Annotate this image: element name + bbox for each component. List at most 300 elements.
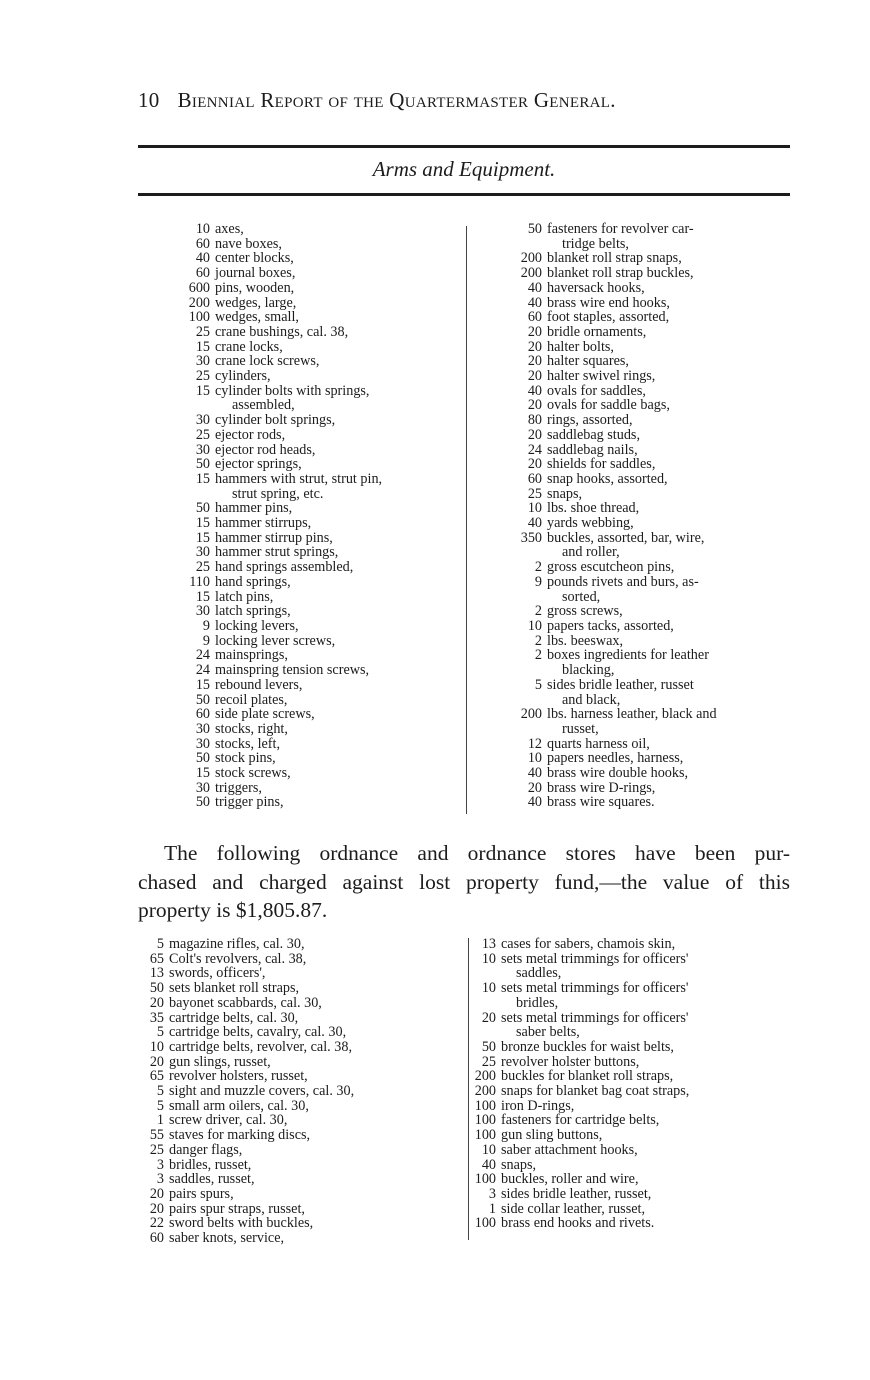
item-description: sight and muzzle covers, cal. 30, xyxy=(169,1083,355,1100)
item-quantity: 100 xyxy=(474,1215,496,1232)
item-description: swords, officers', xyxy=(169,965,266,982)
item-description: saber knots, service, xyxy=(169,1230,285,1247)
item-quantity: 5 xyxy=(156,936,164,952)
item-quantity: 20 xyxy=(149,1053,164,1070)
list-item xyxy=(496,501,796,516)
item-description: pins, wooden, xyxy=(215,279,295,296)
list-item xyxy=(496,560,796,575)
purchase-paragraph xyxy=(138,839,790,925)
list-item xyxy=(496,354,796,369)
section-rule xyxy=(138,193,790,196)
item-quantity: 2 xyxy=(534,647,542,664)
list-item xyxy=(170,310,465,325)
item-quantity: 9 xyxy=(202,632,210,649)
item-description: cylinders, xyxy=(215,368,271,385)
item-quantity: 9 xyxy=(202,617,210,634)
item-description: wedges, large, xyxy=(215,294,297,311)
item-description: triggers, xyxy=(215,779,262,796)
item-description: stock pins, xyxy=(215,750,276,767)
list-item xyxy=(466,1011,794,1026)
list-item xyxy=(466,1084,794,1099)
item-quantity: 25 xyxy=(149,1141,164,1158)
item-description: side collar leather, russet, xyxy=(501,1200,646,1217)
item-description: crane lock screws, xyxy=(215,353,320,370)
list-item xyxy=(496,413,796,428)
parts-list-right xyxy=(496,222,796,810)
list-item xyxy=(466,1040,794,1055)
item-quantity: 24 xyxy=(527,441,542,458)
item-quantity: 40 xyxy=(195,250,210,267)
item-quantity: 40 xyxy=(481,1156,496,1173)
item-quantity: 200 xyxy=(520,265,542,282)
list-item xyxy=(170,472,465,487)
item-quantity: 15 xyxy=(195,470,210,487)
item-quantity: 15 xyxy=(195,338,210,355)
list-item xyxy=(170,443,465,458)
list-item xyxy=(496,457,796,472)
item-quantity: 30 xyxy=(195,779,210,796)
list-item xyxy=(170,296,465,311)
item-description: blanket roll strap buckles, xyxy=(547,265,694,282)
item-description: bridles, russet, xyxy=(169,1156,252,1173)
list-item xyxy=(496,707,796,722)
item-description: hammer stirrup pins, xyxy=(215,529,333,546)
item-description: buckles, roller and wire, xyxy=(501,1171,639,1188)
list-item xyxy=(496,296,796,311)
item-description: nave boxes, xyxy=(215,235,282,252)
item-description: pairs spurs, xyxy=(169,1185,234,1202)
item-description: hammer strut springs, xyxy=(215,544,339,561)
item-quantity: 5 xyxy=(534,676,542,693)
item-quantity: 40 xyxy=(527,279,542,296)
item-continuation: assembled, xyxy=(232,397,295,414)
item-description: pounds rivets and burs, as- xyxy=(547,573,699,590)
item-description: stock screws, xyxy=(215,765,291,782)
item-description: brass end hooks and rivets. xyxy=(501,1215,655,1232)
item-quantity: 10 xyxy=(527,617,542,634)
list-item xyxy=(466,1113,794,1128)
item-description: gross screws, xyxy=(547,603,623,620)
item-quantity: 20 xyxy=(527,353,542,370)
list-item xyxy=(170,545,465,560)
item-description: lbs. beeswax, xyxy=(547,632,624,649)
item-description: brass wire D-rings, xyxy=(547,779,656,796)
item-description: hammers with strut, strut pin, xyxy=(215,470,383,487)
item-description: locking levers, xyxy=(215,617,299,634)
item-quantity: 200 xyxy=(520,706,542,723)
list-item xyxy=(466,1172,794,1187)
item-quantity: 3 xyxy=(488,1185,496,1202)
list-item xyxy=(170,354,465,369)
item-quantity: 10 xyxy=(527,500,542,517)
list-item xyxy=(140,1025,462,1040)
list-item xyxy=(496,281,796,296)
item-quantity: 20 xyxy=(527,338,542,355)
list-item xyxy=(466,937,794,952)
item-description: latch pins, xyxy=(215,588,274,605)
item-quantity: 40 xyxy=(527,382,542,399)
item-description: trigger pins, xyxy=(215,794,284,811)
list-item xyxy=(170,590,465,605)
list-item xyxy=(140,1069,462,1084)
item-description: pairs spur straps, russet, xyxy=(169,1200,305,1217)
item-description: hammer pins, xyxy=(215,500,293,517)
item-description: mainsprings, xyxy=(215,647,288,664)
item-description: blanket roll strap snaps, xyxy=(547,250,682,267)
item-description: stocks, right, xyxy=(215,720,288,737)
item-quantity: 80 xyxy=(527,412,542,429)
item-description: ovals for saddles, xyxy=(547,382,646,399)
item-quantity: 50 xyxy=(527,221,542,237)
item-description: snap hooks, assorted, xyxy=(547,470,668,487)
item-quantity: 50 xyxy=(195,750,210,767)
item-description: foot staples, assorted, xyxy=(547,309,670,326)
item-continuation: saddles, xyxy=(516,965,562,982)
item-description: iron D-rings, xyxy=(501,1097,575,1114)
item-quantity: 10 xyxy=(149,1038,164,1055)
item-quantity: 65 xyxy=(149,950,164,967)
list-item xyxy=(170,384,465,399)
list-item xyxy=(170,501,465,516)
list-item xyxy=(496,766,796,781)
item-quantity: 60 xyxy=(195,235,210,252)
item-quantity: 60 xyxy=(527,309,542,326)
list-item xyxy=(170,619,465,634)
list-item xyxy=(170,634,465,649)
list-item xyxy=(496,575,796,590)
item-continuation: tridge belts, xyxy=(562,235,629,252)
list-item xyxy=(170,428,465,443)
section-heading: Arms and Equipment. xyxy=(372,157,556,181)
item-description: sides bridle leather, russet, xyxy=(501,1185,652,1202)
list-item xyxy=(496,634,796,649)
list-item xyxy=(496,648,796,663)
item-description: buckles, assorted, bar, wire, xyxy=(547,529,705,546)
list-item xyxy=(140,981,462,996)
item-description: center blocks, xyxy=(215,250,294,267)
list-item xyxy=(170,693,465,708)
list-item xyxy=(496,531,796,546)
item-quantity: 15 xyxy=(195,676,210,693)
list-item xyxy=(496,678,796,693)
item-description: halter swivel rings, xyxy=(547,368,656,385)
item-quantity: 2 xyxy=(534,603,542,620)
item-quantity: 200 xyxy=(474,1068,496,1085)
item-quantity: 3 xyxy=(156,1156,164,1173)
item-quantity: 20 xyxy=(149,994,164,1011)
list-item xyxy=(140,1084,462,1099)
list-item xyxy=(140,1113,462,1128)
item-quantity: 100 xyxy=(474,1171,496,1188)
item-description: journal boxes, xyxy=(215,265,296,282)
list-item xyxy=(140,996,462,1011)
item-quantity: 100 xyxy=(474,1097,496,1114)
list-item xyxy=(170,604,465,619)
list-item xyxy=(140,1011,462,1026)
item-quantity: 35 xyxy=(149,1009,164,1026)
item-quantity: 350 xyxy=(520,529,542,546)
item-description: bayonet scabbards, cal. 30, xyxy=(169,994,322,1011)
item-quantity: 20 xyxy=(527,397,542,414)
list-item xyxy=(170,781,465,796)
item-quantity: 2 xyxy=(534,632,542,649)
item-quantity: 30 xyxy=(195,720,210,737)
item-description: cylinder bolts with springs, xyxy=(215,382,370,399)
list-item xyxy=(170,222,465,237)
item-description: revolver holsters, russet, xyxy=(169,1068,308,1085)
item-description: bronze buckles for waist belts, xyxy=(501,1038,674,1055)
item-quantity: 15 xyxy=(195,529,210,546)
item-description: ejector rod heads, xyxy=(215,441,316,458)
item-description: brass wire squares. xyxy=(547,794,655,811)
item-quantity: 20 xyxy=(149,1200,164,1217)
item-quantity: 60 xyxy=(195,706,210,723)
item-description: cartridge belts, cal. 30, xyxy=(169,1009,299,1026)
item-quantity: 200 xyxy=(520,250,542,267)
item-description: side plate screws, xyxy=(215,706,315,723)
item-quantity: 50 xyxy=(195,691,210,708)
item-quantity: 10 xyxy=(195,221,210,237)
item-quantity: 20 xyxy=(527,779,542,796)
item-quantity: 55 xyxy=(149,1127,164,1144)
item-description: halter squares, xyxy=(547,353,629,370)
list-item xyxy=(496,222,796,237)
item-continuation: saber belts, xyxy=(516,1024,580,1041)
item-quantity: 15 xyxy=(195,515,210,532)
item-quantity: 40 xyxy=(527,794,542,811)
item-description: sets metal trimmings for officers' xyxy=(501,980,689,997)
item-description: saber attachment hooks, xyxy=(501,1141,638,1158)
item-quantity: 13 xyxy=(481,936,496,952)
item-description: latch springs, xyxy=(215,603,291,620)
list-item xyxy=(170,737,465,752)
list-item xyxy=(496,398,796,413)
item-description: cylinder bolt springs, xyxy=(215,412,336,429)
item-description: fasteners for cartridge belts, xyxy=(501,1112,660,1129)
list-item xyxy=(170,678,465,693)
list-item xyxy=(496,369,796,384)
list-item xyxy=(496,737,796,752)
item-quantity: 24 xyxy=(195,647,210,664)
item-description: snaps, xyxy=(501,1156,537,1173)
list-item xyxy=(496,340,796,355)
list-item xyxy=(170,340,465,355)
list-item xyxy=(140,1099,462,1114)
list-item xyxy=(140,1158,462,1173)
list-item xyxy=(140,966,462,981)
list-item xyxy=(140,1187,462,1202)
item-quantity: 30 xyxy=(195,412,210,429)
item-quantity: 25 xyxy=(481,1053,496,1070)
list-item xyxy=(466,1216,794,1231)
list-item xyxy=(140,952,462,967)
item-quantity: 3 xyxy=(156,1171,164,1188)
list-item xyxy=(140,937,462,952)
item-quantity: 30 xyxy=(195,441,210,458)
item-description: shields for saddles, xyxy=(547,456,656,473)
list-item xyxy=(170,369,465,384)
item-quantity: 65 xyxy=(149,1068,164,1085)
item-description: hand springs, xyxy=(215,573,291,590)
item-description: brass wire end hooks, xyxy=(547,294,670,311)
list-item xyxy=(496,384,796,399)
list-item xyxy=(496,619,796,634)
page-number: 10 xyxy=(138,88,160,112)
item-quantity: 25 xyxy=(195,426,210,443)
list-item xyxy=(170,237,465,252)
item-description: ejector springs, xyxy=(215,456,302,473)
list-item xyxy=(170,281,465,296)
item-quantity: 12 xyxy=(527,735,542,752)
item-quantity: 10 xyxy=(481,950,496,967)
list-item xyxy=(496,781,796,796)
list-item xyxy=(496,487,796,502)
item-description: ovals for saddle bags, xyxy=(547,397,670,414)
list-item xyxy=(170,266,465,281)
item-continuation: sorted, xyxy=(562,588,601,605)
item-quantity: 200 xyxy=(188,294,210,311)
item-quantity: 50 xyxy=(195,794,210,811)
list-item xyxy=(140,1216,462,1231)
list-item xyxy=(466,1187,794,1202)
item-continuation: russet, xyxy=(562,720,599,737)
list-item xyxy=(170,457,465,472)
list-item xyxy=(170,648,465,663)
item-continuation: and black, xyxy=(562,691,621,708)
item-continuation: and roller, xyxy=(562,544,620,561)
item-quantity: 25 xyxy=(527,485,542,502)
ordnance-list-right xyxy=(466,937,794,1231)
list-item xyxy=(170,751,465,766)
list-item xyxy=(170,663,465,678)
item-quantity: 200 xyxy=(474,1083,496,1100)
item-description: hand springs assembled, xyxy=(215,559,354,576)
item-quantity: 24 xyxy=(195,662,210,679)
list-item xyxy=(496,751,796,766)
item-continuation: bridles, xyxy=(516,994,559,1011)
list-item xyxy=(496,516,796,531)
list-item xyxy=(496,795,796,810)
item-quantity: 5 xyxy=(156,1024,164,1041)
item-quantity: 600 xyxy=(188,279,210,296)
item-quantity: 30 xyxy=(195,544,210,561)
item-description: saddlebag studs, xyxy=(547,426,640,443)
item-description: halter bolts, xyxy=(547,338,614,355)
list-item xyxy=(140,1128,462,1143)
item-description: stocks, left, xyxy=(215,735,281,752)
item-description: gross escutcheon pins, xyxy=(547,559,675,576)
list-item xyxy=(170,251,465,266)
item-quantity: 60 xyxy=(149,1230,164,1247)
item-quantity: 40 xyxy=(527,515,542,532)
item-quantity: 20 xyxy=(527,323,542,340)
item-description: Colt's revolvers, cal. 38, xyxy=(169,950,307,967)
item-quantity: 15 xyxy=(195,382,210,399)
item-description: papers tacks, assorted, xyxy=(547,617,674,634)
list-item xyxy=(170,516,465,531)
list-item xyxy=(496,604,796,619)
item-quantity: 25 xyxy=(195,559,210,576)
item-quantity: 30 xyxy=(195,603,210,620)
list-item xyxy=(170,560,465,575)
list-item xyxy=(170,325,465,340)
list-item xyxy=(140,1231,462,1246)
item-quantity: 50 xyxy=(481,1038,496,1055)
item-continuation: strut spring, etc. xyxy=(232,485,324,502)
list-item xyxy=(496,428,796,443)
item-quantity: 60 xyxy=(527,470,542,487)
item-quantity: 20 xyxy=(149,1185,164,1202)
item-description: haversack hooks, xyxy=(547,279,645,296)
item-quantity: 30 xyxy=(195,353,210,370)
item-description: rings, assorted, xyxy=(547,412,633,429)
list-item xyxy=(170,795,465,810)
list-item xyxy=(496,443,796,458)
item-description: lbs. harness leather, black and xyxy=(547,706,717,723)
item-quantity: 110 xyxy=(189,573,210,590)
item-continuation: blacking, xyxy=(562,662,615,679)
item-description: recoil plates, xyxy=(215,691,288,708)
item-description: lbs. shoe thread, xyxy=(547,500,640,517)
item-quantity: 50 xyxy=(195,500,210,517)
item-description: fasteners for revolver car- xyxy=(547,221,694,237)
item-description: saddles, russet, xyxy=(169,1171,255,1188)
list-item xyxy=(466,1202,794,1217)
item-quantity: 20 xyxy=(527,456,542,473)
item-description: papers needles, harness, xyxy=(547,750,684,767)
list-item xyxy=(466,1069,794,1084)
item-quantity: 20 xyxy=(481,1009,496,1026)
item-quantity: 10 xyxy=(481,980,496,997)
item-quantity: 30 xyxy=(195,735,210,752)
paragraph-line: property is $1,805.87. xyxy=(138,898,328,922)
list-item xyxy=(140,1040,462,1055)
item-quantity: 1 xyxy=(156,1112,164,1129)
item-description: cartridge belts, revolver, cal. 38, xyxy=(169,1038,353,1055)
item-description: sets metal trimmings for officers' xyxy=(501,950,689,967)
item-description: gun sling buttons, xyxy=(501,1127,603,1144)
item-quantity: 100 xyxy=(188,309,210,326)
item-description: sides bridle leather, russet xyxy=(547,676,694,693)
item-description: revolver holster buttons, xyxy=(501,1053,640,1070)
item-description: cartridge belts, cavalry, cal. 30, xyxy=(169,1024,347,1041)
item-description: yards webbing, xyxy=(547,515,634,532)
item-description: gun slings, russet, xyxy=(169,1053,271,1070)
list-item xyxy=(496,251,796,266)
list-item xyxy=(170,707,465,722)
item-description: buckles for blanket roll straps, xyxy=(501,1068,674,1085)
list-item xyxy=(496,325,796,340)
column-divider xyxy=(466,226,467,814)
list-item xyxy=(140,1143,462,1158)
item-quantity: 50 xyxy=(195,456,210,473)
item-description: rebound levers, xyxy=(215,676,303,693)
paragraph-line: chased and charged against lost property fund,—the value of this xyxy=(138,869,790,894)
item-quantity: 10 xyxy=(481,1141,496,1158)
item-quantity: 40 xyxy=(527,765,542,782)
item-quantity: 5 xyxy=(156,1083,164,1100)
item-quantity: 22 xyxy=(149,1215,164,1232)
list-item xyxy=(496,266,796,281)
item-description: axes, xyxy=(215,221,244,237)
item-description: locking lever screws, xyxy=(215,632,336,649)
item-description: mainspring tension screws, xyxy=(215,662,370,679)
item-description: crane locks, xyxy=(215,338,283,355)
item-quantity: 25 xyxy=(195,368,210,385)
item-quantity: 25 xyxy=(195,323,210,340)
list-item xyxy=(140,1172,462,1187)
item-description: magazine rifles, cal. 30, xyxy=(169,936,305,952)
